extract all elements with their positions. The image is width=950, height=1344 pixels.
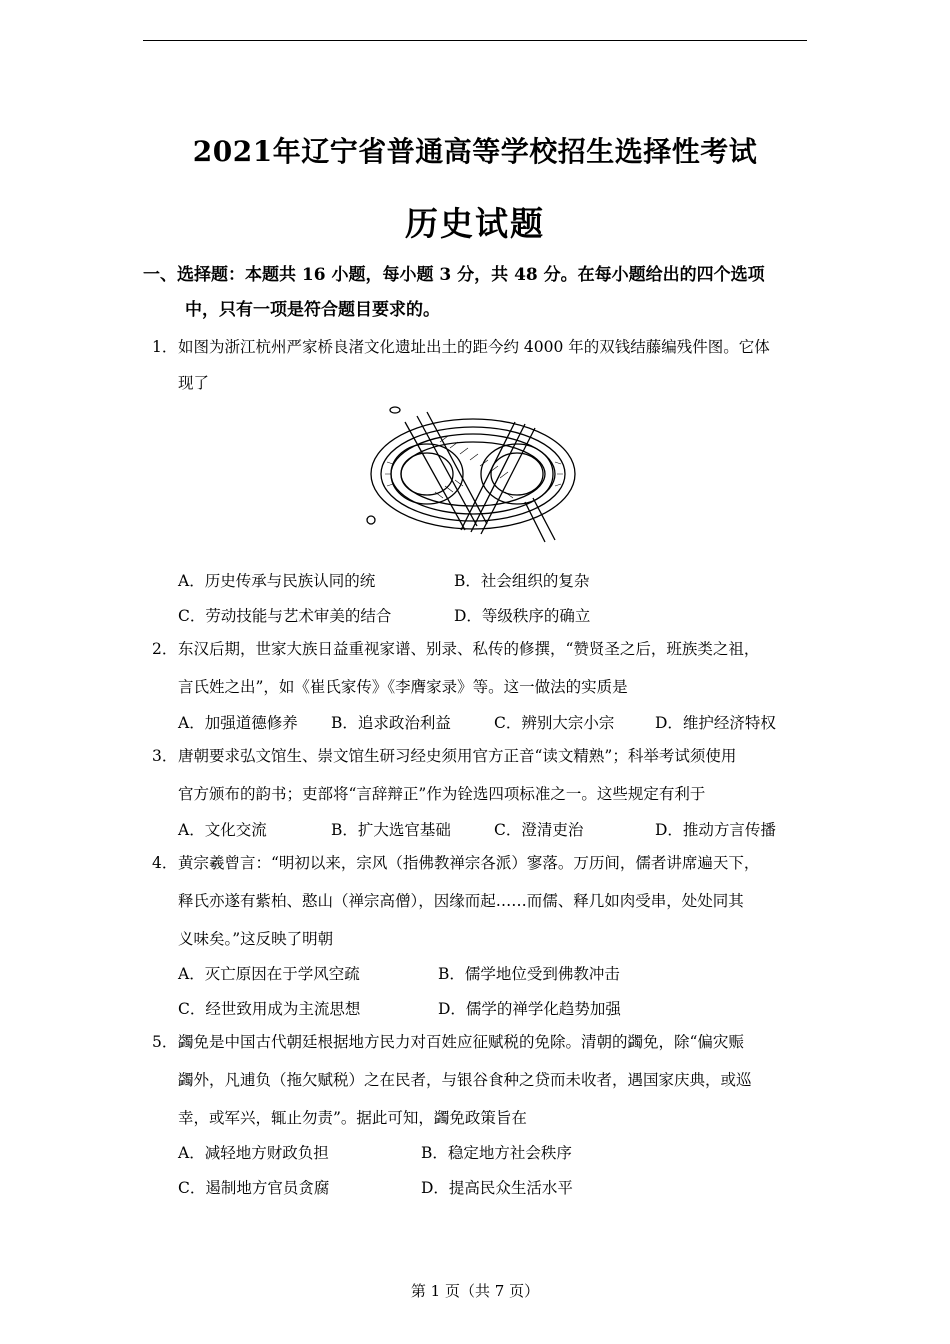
page-footer: 第 1 页（共 7 页） [410,1282,540,1300]
option-a: A．灭亡原因在于学风空疏 [178,965,360,983]
option-d: D．提高民众生活水平 [421,1179,573,1197]
option-a: A．加强道德修养 [178,714,298,732]
option-a: A．历史传承与民族认同的统 [178,572,376,590]
question-text-line: 唐朝要求弘文馆生、崇文馆生研习经史须用官方正音“读文精熟”；科举考试须使用 [178,747,737,765]
question-number: 4． [152,854,178,872]
section-heading-line2: 中，只有一项是符合题目要求的。 [185,300,440,320]
section-heading-line1: 一、选择题：本题共 16 小题，每小题 3 分，共 48 分。在每小题给出的四个选项 [143,265,765,285]
option-c: C．遏制地方官员贪腐 [178,1179,330,1197]
question-text-line: 东汉后期，世家大族日益重视家谱、别录、私传的修撰，“赞贤圣之后，班族类之祖， [178,640,760,658]
question-text-line: 蠲免是中国古代朝廷根据地方民力对百姓应征赋税的免除。清朝的蠲免，除“偏灾赈 [178,1033,744,1051]
option-b: B．稳定地方社会秩序 [421,1144,572,1162]
option-c: C．辨别大宗小宗 [494,714,615,732]
option-a: A．文化交流 [178,821,267,839]
question-text-line: 官方颁布的韵书；吏部将“言辞辩正”作为铨选四项标准之一。这些规定有利于 [178,785,706,803]
exam-title: 2021年辽宁省普通高等学校招生选择性考试 [192,135,758,168]
option-c: C．劳动技能与艺术审美的结合 [178,607,392,625]
question-text-line: 如图为浙江杭州严家桥良渚文化遗址出土的距今约 4000 年的双钱结藤编残件图。它体 [178,338,770,356]
option-d: D．维护经济特权 [655,714,776,732]
knot-figure [365,402,585,552]
top-rule [143,40,807,41]
option-d: D．推动方言传播 [655,821,776,839]
question-number: 1． [152,338,178,356]
question-number: 2． [152,640,178,658]
question-text-line: 义味矣。”这反映了明朝 [178,930,334,948]
option-b: B．社会组织的复杂 [454,572,590,590]
option-a: A．减轻地方财政负担 [178,1144,329,1162]
option-d: D．等级秩序的确立 [454,607,591,625]
option-d: D．儒学的禅学化趋势加强 [438,1000,621,1018]
question-text-line: 现了 [178,374,210,392]
option-b: B．扩大选官基础 [331,821,451,839]
option-c: C．经世致用成为主流思想 [178,1000,361,1018]
section-heading [143,258,823,328]
subject-title: 历史试题 [405,204,545,243]
question-number: 3． [152,747,178,765]
question-text-line: 言氏姓之出”，如《崔氏家传》《李膺家录》等。这一做法的实质是 [178,678,628,696]
option-b: B．追求政治利益 [331,714,451,732]
question-number: 5． [152,1033,178,1051]
question-text-line: 蠲外，凡逋负（拖欠赋税）之在民者，与银谷食种之贷而未收者，遇国家庆典，或巡 [178,1071,752,1089]
question-text-line: 幸，或军兴，辄止勿责”。据此可知，蠲免政策旨在 [178,1109,527,1127]
option-c: C．澄清吏治 [494,821,584,839]
option-b: B．儒学地位受到佛教冲击 [438,965,620,983]
question-text-line: 黄宗羲曾言：“明初以来，宗风（指佛教禅宗各派）寥落。万历间，儒者讲席遍天下， [178,854,760,872]
question-text-line: 释氏亦遂有紫柏、憨山（禅宗高僧），因缘而起……而儒、释几如肉受串，处处同其 [178,892,744,910]
